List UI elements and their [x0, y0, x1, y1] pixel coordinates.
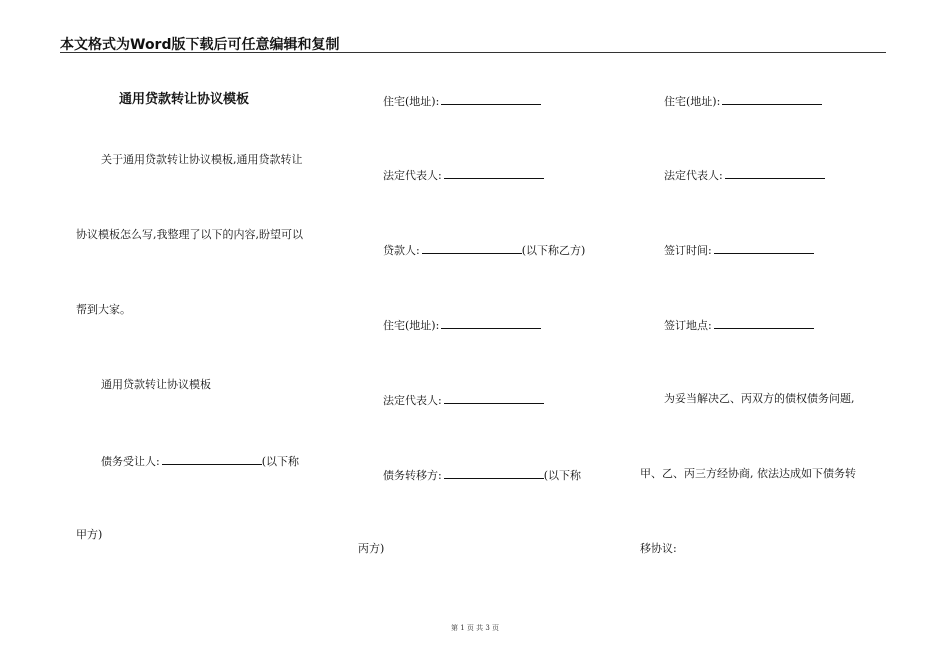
sign-place-line [664, 317, 814, 333]
address-blank [722, 93, 822, 105]
assignee-label: 债务受让人: [101, 455, 160, 468]
address-line-1 [383, 93, 541, 109]
header-divider [60, 52, 886, 53]
assignee-blank [162, 453, 262, 465]
lender-line [383, 242, 585, 258]
intro-line-3: 帮到大家。 [76, 303, 131, 316]
assignee-suffix: (以下称 [261, 455, 300, 468]
legal-rep-label: 法定代表人: [383, 394, 442, 407]
transferor-label: 债务转移方: [383, 469, 442, 482]
legal-rep-line-1 [383, 167, 544, 183]
address-line-2 [383, 317, 541, 333]
lender-blank [422, 242, 522, 254]
sign-place-label: 签订地点: [664, 319, 712, 332]
intro-line-2: 协议模板怎么写,我整理了以下的内容,盼望可以 [76, 228, 303, 241]
assignee-line [101, 453, 299, 469]
sign-time-blank [714, 242, 814, 254]
legal-rep-label: 法定代表人: [664, 169, 723, 182]
legal-rep-label: 法定代表人: [383, 169, 442, 182]
agreement-para-line-3: 移协议: [640, 542, 677, 555]
agreement-para-line-1: 为妥当解决乙、丙双方的债权债务问题, [664, 392, 855, 405]
address-label: 住宅(地址): [664, 95, 721, 108]
lender-suffix: (以下称乙方) [521, 244, 586, 257]
section-subtitle: 通用贷款转让协议模板 [101, 378, 211, 391]
transferor-tail: 丙方) [358, 542, 385, 555]
sign-time-line [664, 242, 814, 258]
address-line-3 [664, 93, 822, 109]
sign-place-blank [714, 317, 814, 329]
transferor-blank [444, 467, 544, 479]
intro-line-1: 关于通用贷款转让协议模板,通用贷款转让 [101, 153, 303, 166]
address-label: 住宅(地址): [383, 95, 440, 108]
legal-rep-blank [444, 392, 544, 404]
address-label: 住宅(地址): [383, 319, 440, 332]
legal-rep-line-2 [383, 392, 544, 408]
address-blank [441, 93, 541, 105]
sign-time-label: 签订时间: [664, 244, 712, 257]
lender-label: 贷款人: [383, 244, 420, 257]
legal-rep-blank [725, 167, 825, 179]
page-number: 第 1 页 共 3 页 [450, 624, 500, 632]
document-header: 本文格式为Word版下载后可任意编辑和复制 [60, 37, 340, 53]
document-title: 通用贷款转让协议模板 [119, 92, 250, 107]
address-blank [441, 317, 541, 329]
assignee-tail: 甲方) [76, 528, 103, 541]
legal-rep-line-3 [664, 167, 825, 183]
legal-rep-blank [444, 167, 544, 179]
transferor-suffix: (以下称 [543, 469, 582, 482]
agreement-para-line-2: 甲、乙、丙三方经协商, 依法达成如下债务转 [640, 467, 856, 480]
transferor-line [383, 467, 581, 483]
